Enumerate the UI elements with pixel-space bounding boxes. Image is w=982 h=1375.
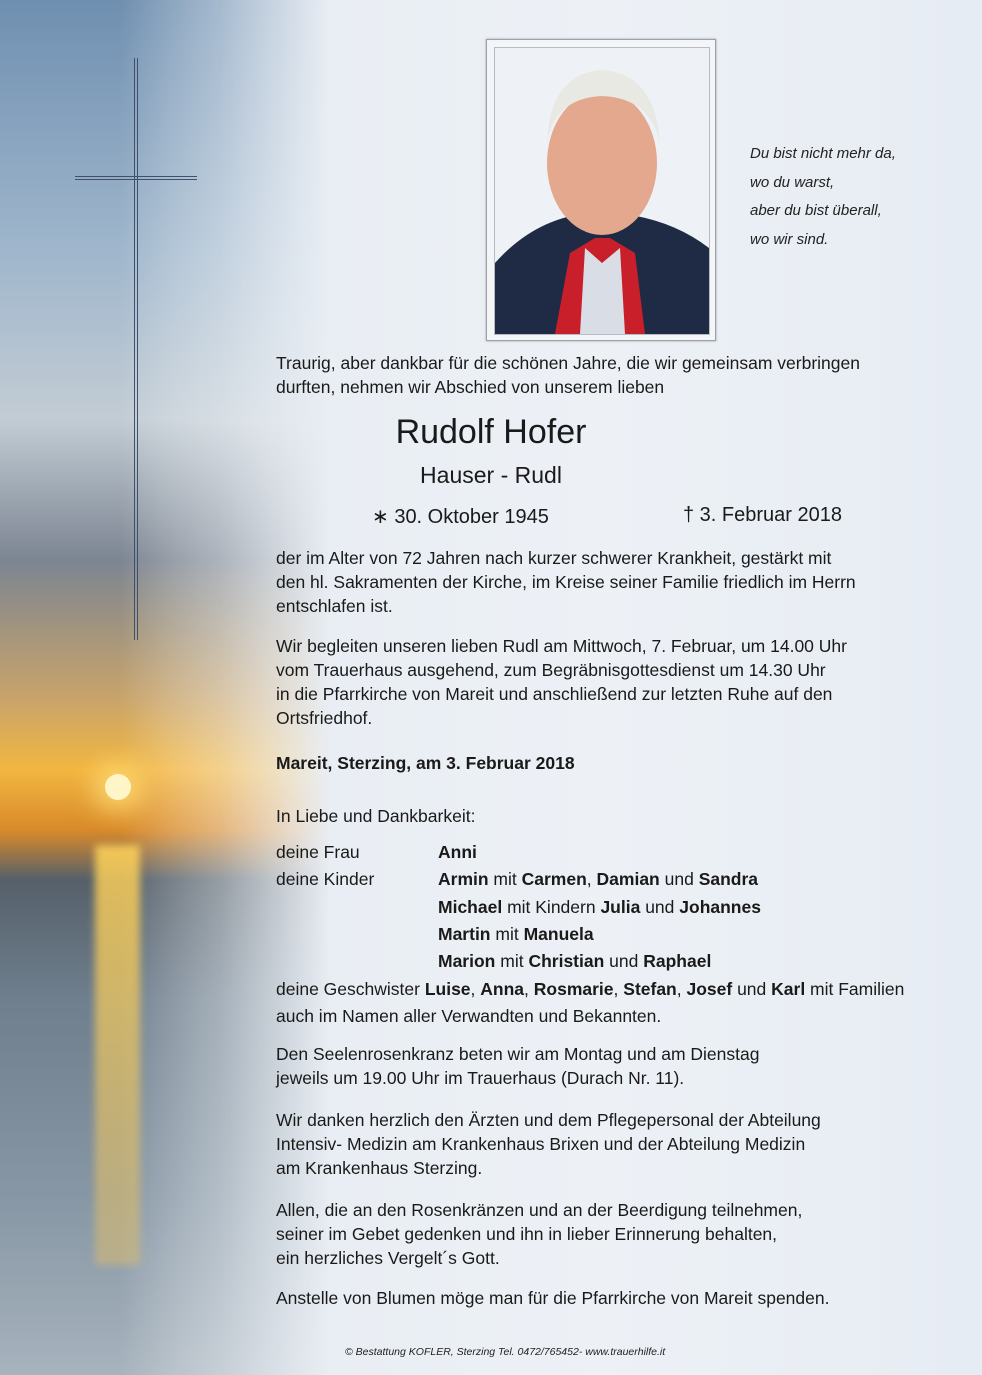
paragraph-donations: Anstelle von Blumen möge man für die Pfarrkirche von Mareit spenden.: [276, 1288, 830, 1308]
text-line: der im Alter von 72 Jahren nach kurzer schwerer Krankheit, gestärkt mit: [276, 548, 832, 568]
text-line: am Krankenhaus Sterzing.: [276, 1158, 483, 1178]
text-line: Den Seelenrosenkranz beten wir am Montag und am Dienstag: [276, 1044, 760, 1064]
footer-credit: © Bestattung KOFLER, Sterzing Tel. 0472/765452- www.trauerhilfe.it: [345, 1346, 666, 1358]
text-line: entschlafen ist.: [276, 596, 393, 616]
sun: [105, 774, 131, 800]
family-row: [276, 839, 761, 866]
text-segment: und: [732, 979, 772, 999]
paragraph-gratitude: [276, 1198, 966, 1270]
name-bold: Michael: [438, 896, 503, 917]
family-label: deine Kinder: [276, 869, 375, 890]
intro-text: [276, 351, 966, 399]
text-segment: mit Kindern: [502, 896, 601, 917]
family-row: [276, 866, 761, 893]
name-bold: Rosmarie: [533, 979, 614, 999]
poem-line: wo wir sind.: [750, 230, 829, 248]
portrait-frame: [486, 39, 716, 341]
cross-icon-bar: [75, 176, 197, 180]
text-segment: mit Familien: [805, 979, 905, 999]
text-line: Traurig, aber dankbar für die schönen Jahre, die wir gemeinsam verbringen: [276, 353, 860, 373]
text-segment: und: [604, 951, 644, 972]
text-line: Wir danken herzlich den Ärzten und dem Pflegepersonal der Abteilung: [276, 1110, 821, 1130]
name-bold: Sandra: [698, 869, 759, 890]
deceased-name: Rudolf Hofer: [395, 413, 587, 451]
text-line: vom Trauerhaus ausgehend, zum Begräbnisgottesdienst um 14.30 Uhr: [276, 660, 826, 680]
cross-icon: [134, 58, 138, 640]
name-bold: Anni: [438, 842, 477, 862]
name-bold: Stefan: [623, 979, 677, 999]
poem-line: wo du warst,: [750, 173, 835, 191]
name-bold: Raphael: [643, 951, 712, 972]
family-row: [276, 948, 761, 975]
family-label: [276, 894, 438, 921]
paragraph-funeral: [276, 634, 966, 730]
family-label: [276, 921, 438, 948]
family-list: [276, 839, 761, 975]
text-line: seiner im Gebet gedenken und ihn in lieber Erinnerung behalten,: [276, 1224, 778, 1244]
text-line: Ortsfriedhof.: [276, 708, 373, 728]
name-bold: Damian: [596, 869, 660, 890]
mourners-intro: In Liebe und Dankbarkeit:: [276, 806, 476, 826]
text-segment: und: [659, 869, 699, 890]
text-line: jeweils um 19.00 Uhr im Trauerhaus (Durach Nr. 11).: [276, 1068, 685, 1088]
name-bold: Anna: [480, 979, 525, 999]
text-segment: mit: [495, 951, 529, 972]
poem-line: Du bist nicht mehr da,: [750, 145, 896, 162]
name-bold: Christian: [528, 951, 605, 972]
name-bold: Julia: [600, 896, 641, 917]
text-segment: mit: [488, 869, 522, 890]
sun-reflection: [95, 845, 140, 1265]
family-row: [276, 894, 761, 921]
text-segment: ,: [586, 869, 597, 890]
family-names: [438, 839, 477, 866]
birth-date: ∗ 30. Oktober 1945: [372, 506, 549, 528]
family-names: [438, 894, 761, 921]
place-date: Mareit, Sterzing, am 3. Februar 2018: [276, 753, 575, 773]
name-bold: Carmen: [521, 869, 587, 890]
text-segment: ,: [470, 979, 481, 999]
family-row: [276, 921, 761, 948]
poem-line: aber du bist überall,: [750, 202, 882, 219]
paragraph-rosary: [276, 1042, 966, 1090]
relatives-line: auch im Namen aller Verwandten und Bekannten.: [276, 1006, 662, 1026]
death-date: † 3. Februar 2018: [683, 504, 842, 526]
family-names: [438, 948, 711, 975]
name-bold: Karl: [771, 979, 806, 999]
text-segment: deine Geschwister: [276, 979, 425, 999]
name-bold: Josef: [686, 979, 733, 999]
text-segment: ,: [524, 979, 534, 999]
text-line: den hl. Sakramenten der Kirche, im Kreise seiner Familie friedlich im Herrn: [276, 572, 856, 592]
paragraph-thanks: [276, 1108, 966, 1180]
family-names: [438, 921, 594, 948]
text-line: Wir begleiten unseren lieben Rudl am Mittwoch, 7. Februar, um 14.00 Uhr: [276, 636, 847, 656]
text-line: durften, nehmen wir Abschied von unserem lieben: [276, 377, 665, 397]
text-segment: ,: [676, 979, 687, 999]
name-bold: Johannes: [679, 896, 761, 917]
name-bold: Armin: [438, 869, 489, 890]
text-line: Intensiv- Medizin am Krankenhaus Brixen und der Abteilung Medizin: [276, 1134, 806, 1154]
family-names: [438, 866, 758, 893]
text-segment: ,: [613, 979, 624, 999]
text-line: ein herzliches Vergelt´s Gott.: [276, 1248, 500, 1268]
name-bold: Martin: [438, 923, 491, 944]
portrait-photo: [494, 47, 710, 335]
family-label: [276, 948, 438, 975]
text-segment: und: [640, 896, 680, 917]
name-bold: Luise: [424, 979, 471, 999]
text-line: Allen, die an den Rosenkränzen und an der Beerdigung teilnehmen,: [276, 1200, 803, 1220]
paragraph-death: [276, 546, 966, 618]
poem: [750, 140, 896, 254]
name-bold: Manuela: [523, 923, 594, 944]
family-label: deine Frau: [276, 842, 360, 862]
name-bold: Marion: [438, 951, 496, 972]
siblings-line: [276, 977, 966, 1001]
deceased-nickname: Hauser - Rudl: [420, 462, 562, 488]
text-segment: mit: [490, 923, 524, 944]
text-line: in die Pfarrkirche von Mareit und anschließend zur letzten Ruhe auf den: [276, 684, 833, 704]
